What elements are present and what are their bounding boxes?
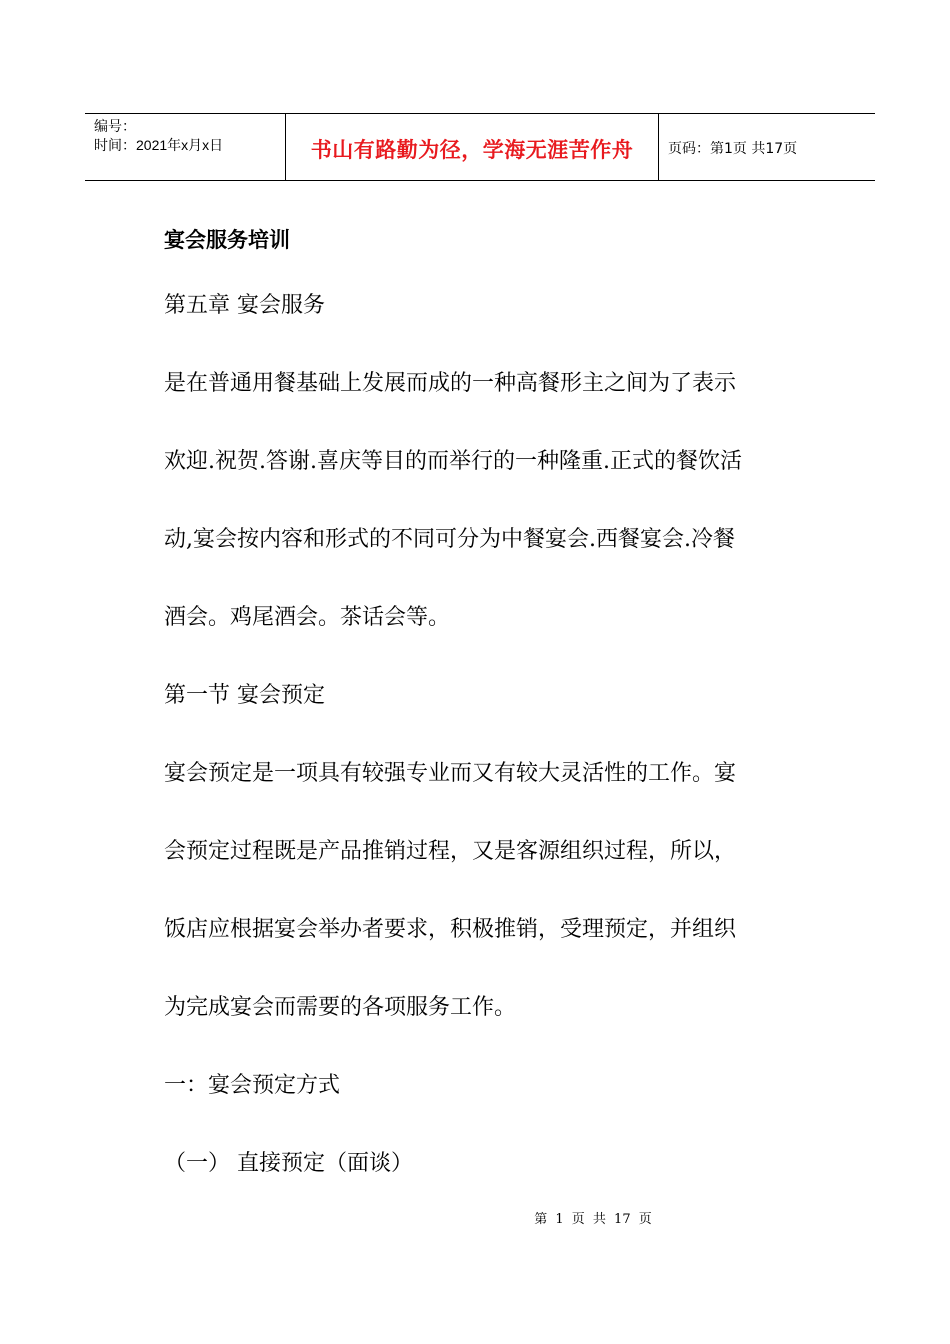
motto-text: 书山有路勤为径，学海无涯苦作舟 — [310, 138, 634, 162]
paragraph-line: 酒会。鸡尾酒会。茶话会等。 — [164, 605, 451, 630]
section-heading: 第一节 宴会预定 — [164, 683, 325, 708]
paragraph-line: 是在普通用餐基础上发展而成的一种高餐形主之间为了表示 — [164, 371, 737, 396]
paragraph-line: 会预定过程既是产品推销过程，又是客源组织过程，所以， — [164, 839, 737, 864]
time-label: 时间：2021年x月x日 — [94, 137, 224, 153]
list-item: （一） 直接预定（面谈） — [164, 1151, 413, 1176]
subsection-heading: 一：宴会预定方式 — [164, 1073, 341, 1098]
document-title: 宴会服务培训 — [164, 228, 290, 252]
chapter-heading: 第五章 宴会服务 — [164, 293, 325, 318]
paragraph-line: 宴会预定是一项具有较强专业而又有较大灵活性的工作。宴 — [164, 761, 737, 786]
paragraph-line: 欢迎.祝贺.答谢.喜庆等目的而举行的一种隆重.正式的餐饮活 — [164, 449, 742, 474]
page-info: 页码：第1页 共17页 — [668, 141, 798, 157]
number-label: 编号： — [94, 118, 136, 134]
paragraph-line: 动,宴会按内容和形式的不同可分为中餐宴会.西餐宴会.冷餐 — [164, 527, 735, 552]
paragraph-line: 为完成宴会而需要的各项服务工作。 — [164, 995, 517, 1020]
header-meta-cell — [85, 114, 286, 180]
paragraph-line: 饭店应根据宴会举办者要求，积极推销，受理预定，并组织 — [164, 917, 737, 942]
page-footer: 第 1 页 共 17 页 — [534, 1212, 652, 1227]
header-motto-cell — [286, 114, 659, 180]
header-page-cell — [659, 114, 875, 180]
header-table — [85, 113, 875, 181]
